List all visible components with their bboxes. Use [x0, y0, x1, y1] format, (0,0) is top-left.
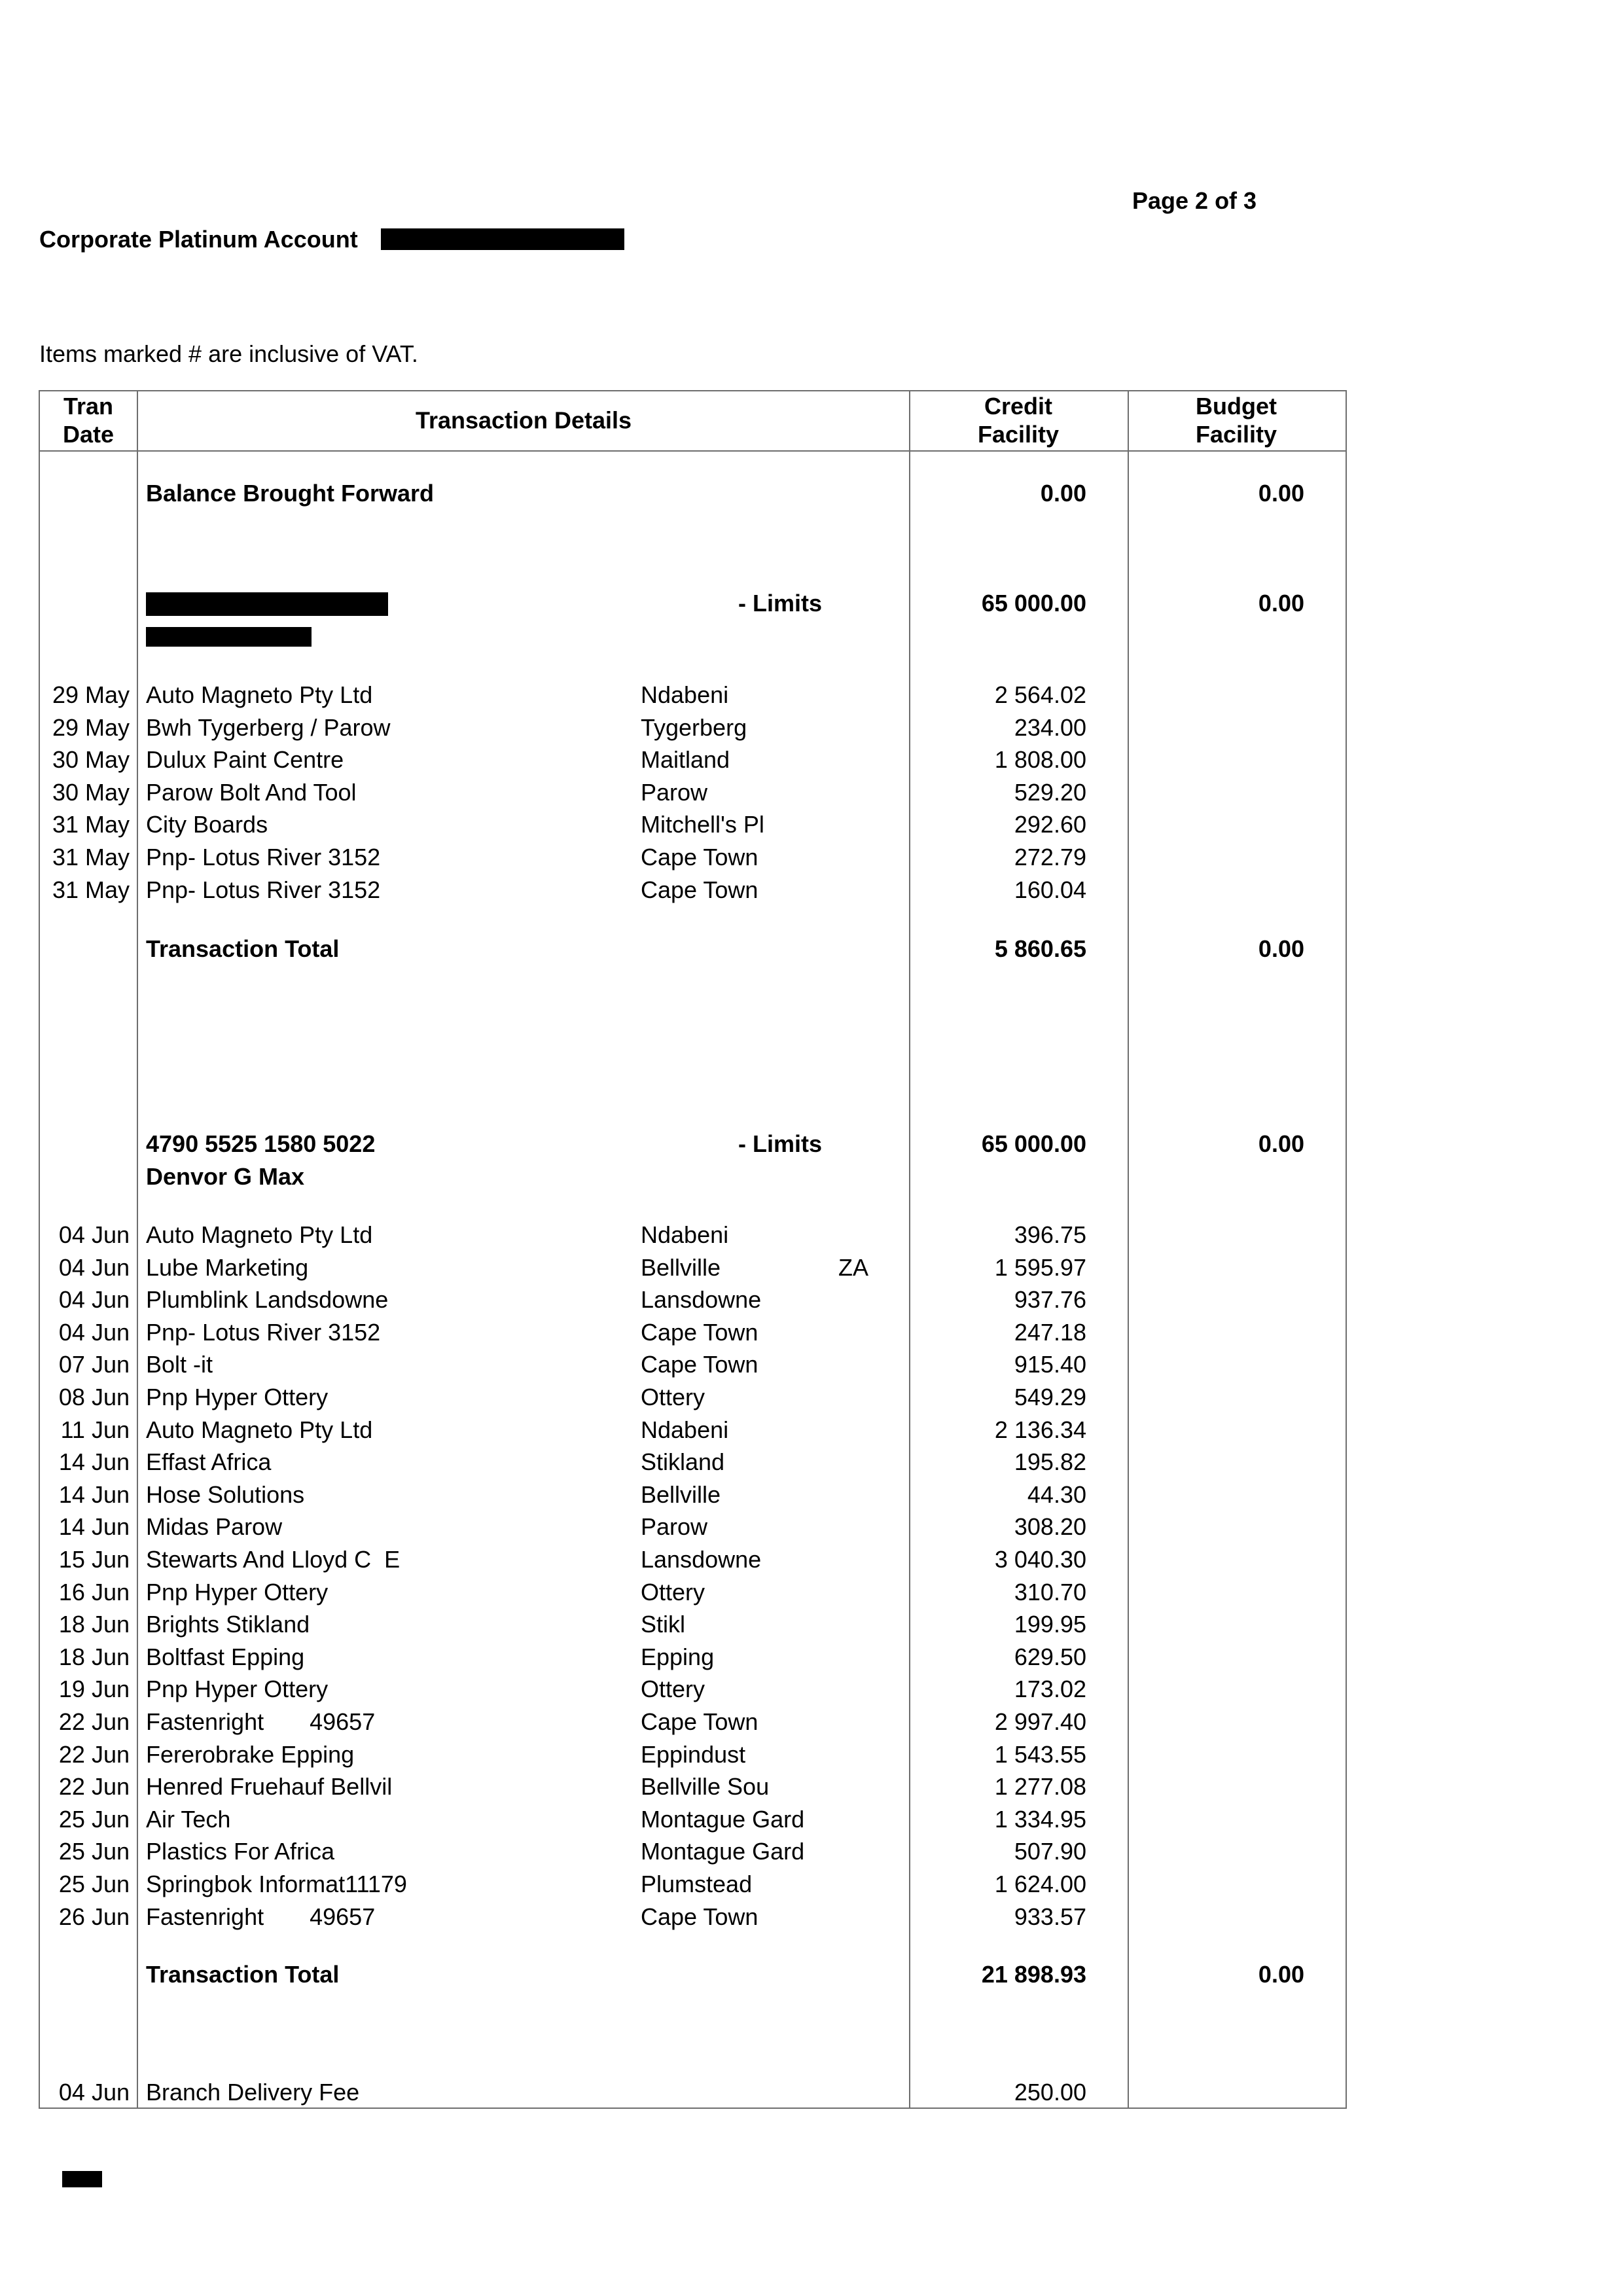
transaction-location: Lansdowne	[641, 1286, 762, 1314]
redacted-account-number	[381, 228, 624, 250]
transaction-amount: 160.04	[1014, 876, 1086, 903]
date-column-divider	[137, 390, 138, 2109]
transaction-amount: 1 277.08	[994, 1773, 1086, 1801]
page-number: Page 2 of 3	[1132, 187, 1257, 214]
transaction-location: Montague Gard	[641, 1838, 805, 1865]
limit-credit: 65 000.00	[981, 1130, 1086, 1157]
transaction-date: 04 Jun	[58, 1221, 130, 1248]
transaction-merchant: Plumblink Landsdowne	[146, 1286, 389, 1314]
transaction-location: Cape Town	[641, 1708, 758, 1735]
transaction-merchant: Midas Parow	[146, 1513, 283, 1541]
transaction-amount: 272.79	[1014, 844, 1086, 870]
transaction-location: Cape Town	[641, 844, 758, 870]
transaction-location: Tygerberg	[641, 713, 747, 741]
transaction-location: Plumstead	[641, 1871, 753, 1897]
transaction-merchant: Pnp- Lotus River 3152	[146, 876, 381, 903]
transaction-amount: 3 040.30	[994, 1546, 1086, 1573]
transaction-date: 04 Jun	[58, 1286, 130, 1314]
transaction-date: 22 Jun	[58, 1708, 130, 1735]
transaction-merchant: Pnp- Lotus River 3152	[146, 1318, 381, 1346]
vat-note: Items marked # are inclusive of VAT.	[39, 340, 418, 367]
transaction-date: 04 Jun	[58, 1253, 130, 1281]
transaction-location: Stikland	[641, 1448, 725, 1476]
transaction-date: 30 May	[52, 746, 130, 774]
transaction-amount: 915.40	[1014, 1351, 1086, 1378]
transaction-location: Epping	[641, 1643, 715, 1670]
transaction-location: Maitland	[641, 746, 730, 774]
transaction-date: 22 Jun	[58, 1773, 130, 1801]
transaction-location: Ndabeni	[641, 1221, 729, 1248]
transaction-date: 04 Jun	[58, 1318, 130, 1346]
transaction-total-label: Transaction Total	[146, 1961, 340, 1988]
transaction-location: Ndabeni	[641, 681, 729, 708]
transaction-merchant: Air Tech	[146, 1805, 231, 1833]
transaction-location: Cape Town	[641, 876, 758, 903]
transaction-amount: 310.70	[1014, 1578, 1086, 1605]
transaction-amount: 292.60	[1014, 811, 1086, 838]
fee-amount: 250.00	[1014, 2079, 1086, 2106]
transaction-total-credit: 21 898.93	[981, 1961, 1086, 1988]
transaction-merchant: Pnp- Lotus River 3152	[146, 844, 381, 870]
transaction-location: Lansdowne	[641, 1546, 762, 1573]
transaction-amount: 1 595.97	[994, 1253, 1086, 1281]
transaction-amount: 1 624.00	[994, 1871, 1086, 1897]
transaction-merchant: Hose Solutions	[146, 1480, 305, 1508]
balance-forward-budget: 0.00	[1258, 480, 1304, 507]
transaction-location: Mitchell's Pl	[641, 811, 764, 838]
transaction-total-budget: 0.00	[1258, 1961, 1304, 1988]
limit-budget: 0.00	[1258, 1130, 1304, 1157]
transaction-location: Ottery	[641, 1578, 705, 1605]
transaction-location: Ottery	[641, 1676, 705, 1703]
transaction-amount: 937.76	[1014, 1286, 1086, 1314]
transaction-merchant: Parow Bolt And Tool	[146, 778, 357, 806]
transaction-merchant: Henred Fruehauf Bellvil	[146, 1773, 393, 1801]
transaction-date: 25 Jun	[58, 1838, 130, 1865]
transaction-merchant: Fastenright 49657	[146, 1903, 376, 1930]
transaction-merchant: Pnp Hyper Ottery	[146, 1384, 329, 1410]
transaction-date: 31 May	[52, 876, 130, 903]
transaction-date: 14 Jun	[58, 1480, 130, 1508]
limits-label: - Limits	[738, 1130, 822, 1157]
transaction-amount: 529.20	[1014, 778, 1086, 806]
transaction-merchant: Bwh Tygerberg / Parow	[146, 713, 391, 741]
limit-credit: 65 000.00	[981, 590, 1086, 617]
transaction-amount: 1 334.95	[994, 1805, 1086, 1833]
transaction-amount: 1 543.55	[994, 1740, 1086, 1768]
transaction-date: 26 Jun	[58, 1903, 130, 1930]
budget-column-divider	[1128, 390, 1129, 2109]
transaction-merchant: Auto Magneto Pty Ltd	[146, 1221, 373, 1248]
transaction-merchant: Auto Magneto Pty Ltd	[146, 1416, 373, 1443]
transaction-merchant: Brights Stikland	[146, 1611, 310, 1638]
transaction-date: 08 Jun	[58, 1384, 130, 1410]
transaction-amount: 195.82	[1014, 1448, 1086, 1476]
transaction-merchant: Springbok Informat11179	[146, 1871, 407, 1897]
transaction-total-credit: 5 860.65	[994, 935, 1086, 962]
transaction-date: 11 Jun	[60, 1416, 130, 1443]
transaction-location: Bellville	[641, 1253, 721, 1281]
transaction-amount: 549.29	[1014, 1384, 1086, 1410]
limit-budget: 0.00	[1258, 590, 1304, 617]
transaction-location: Bellville Sou	[641, 1773, 770, 1801]
fee-date: 04 Jun	[58, 2079, 130, 2106]
transaction-merchant: Dulux Paint Centre	[146, 746, 344, 774]
credit-column-divider	[909, 390, 910, 2109]
transaction-date: 29 May	[52, 681, 130, 708]
transaction-date: 18 Jun	[58, 1611, 130, 1638]
transaction-date: 18 Jun	[58, 1643, 130, 1670]
transaction-location: Ottery	[641, 1384, 705, 1410]
transaction-location: Cape Town	[641, 1318, 758, 1346]
transaction-amount: 2 997.40	[994, 1708, 1086, 1735]
table-left-border	[39, 390, 40, 2109]
limits-label: - Limits	[738, 590, 822, 617]
transaction-amount: 933.57	[1014, 1903, 1086, 1930]
header-bottom-border	[39, 450, 1347, 452]
transaction-date: 22 Jun	[58, 1740, 130, 1768]
transaction-amount: 199.95	[1014, 1611, 1086, 1638]
header-budget-facility: Budget Facility	[1195, 393, 1277, 448]
transaction-date: 25 Jun	[58, 1871, 130, 1897]
transaction-merchant: Bolt -it	[146, 1351, 213, 1378]
transaction-merchant: Fererobrake Epping	[146, 1740, 355, 1768]
transaction-date: 15 Jun	[58, 1546, 130, 1573]
redacted-cardholder-name	[146, 627, 312, 647]
transaction-amount: 1 808.00	[994, 746, 1086, 774]
transaction-location: Stikl	[641, 1611, 686, 1638]
table-bottom-border	[39, 2108, 1347, 2109]
transaction-merchant: Effast Africa	[146, 1448, 272, 1476]
transaction-merchant: Lube Marketing	[146, 1253, 309, 1281]
transaction-merchant: Pnp Hyper Ottery	[146, 1676, 329, 1703]
transaction-merchant: Pnp Hyper Ottery	[146, 1578, 329, 1605]
transaction-amount: 234.00	[1014, 713, 1086, 741]
transaction-amount: 629.50	[1014, 1643, 1086, 1670]
transaction-merchant: Boltfast Epping	[146, 1643, 305, 1670]
header-credit-facility: Credit Facility	[977, 393, 1060, 448]
transaction-location: Cape Town	[641, 1351, 758, 1378]
transaction-location: Bellville	[641, 1480, 721, 1508]
table-top-border	[39, 390, 1347, 391]
transaction-location: Parow	[641, 778, 708, 806]
transaction-date: 31 May	[52, 844, 130, 870]
cardholder-name: Denvor G Max	[146, 1163, 305, 1190]
transaction-date: 29 May	[52, 713, 130, 741]
transaction-merchant: Stewarts And Lloyd C E	[146, 1546, 401, 1573]
transaction-date: 16 Jun	[58, 1578, 130, 1605]
transaction-date: 19 Jun	[58, 1676, 130, 1703]
balance-forward-credit: 0.00	[1040, 480, 1086, 507]
transaction-merchant: Plastics For Africa	[146, 1838, 335, 1865]
transaction-merchant: Auto Magneto Pty Ltd	[146, 681, 373, 708]
table-right-border	[1346, 390, 1347, 2109]
redacted-footer-mark	[62, 2171, 102, 2187]
card-number: 4790 5525 1580 5022	[146, 1130, 376, 1157]
fee-description: Branch Delivery Fee	[146, 2079, 360, 2106]
transaction-merchant: Fastenright 49657	[146, 1708, 376, 1735]
transaction-date: 14 Jun	[58, 1448, 130, 1476]
transaction-merchant: City Boards	[146, 811, 268, 838]
account-title: Corporate Platinum Account	[39, 226, 358, 253]
transaction-amount: 507.90	[1014, 1838, 1086, 1865]
header-tran-date: Tran Date	[62, 393, 115, 448]
header-transaction-details: Transaction Details	[415, 406, 632, 434]
transaction-amount: 44.30	[1027, 1480, 1086, 1508]
transaction-date: 14 Jun	[58, 1513, 130, 1541]
transaction-date: 07 Jun	[58, 1351, 130, 1378]
transaction-location: Montague Gard	[641, 1805, 805, 1833]
transaction-total-label: Transaction Total	[146, 935, 340, 962]
transaction-location: Parow	[641, 1513, 708, 1541]
transaction-country: ZA	[838, 1253, 869, 1281]
transaction-date: 31 May	[52, 811, 130, 838]
transaction-date: 30 May	[52, 778, 130, 806]
balance-forward-label: Balance Brought Forward	[146, 480, 435, 507]
transaction-date: 25 Jun	[58, 1805, 130, 1833]
transaction-location: Ndabeni	[641, 1416, 729, 1443]
transaction-amount: 2 136.34	[994, 1416, 1086, 1443]
transaction-amount: 247.18	[1014, 1318, 1086, 1346]
transaction-amount: 2 564.02	[994, 681, 1086, 708]
transaction-location: Eppindust	[641, 1740, 746, 1768]
transaction-location: Cape Town	[641, 1903, 758, 1930]
transaction-amount: 173.02	[1014, 1676, 1086, 1703]
transaction-amount: 308.20	[1014, 1513, 1086, 1541]
redacted-card-number	[146, 592, 388, 616]
transaction-total-budget: 0.00	[1258, 935, 1304, 962]
transaction-amount: 396.75	[1014, 1221, 1086, 1248]
